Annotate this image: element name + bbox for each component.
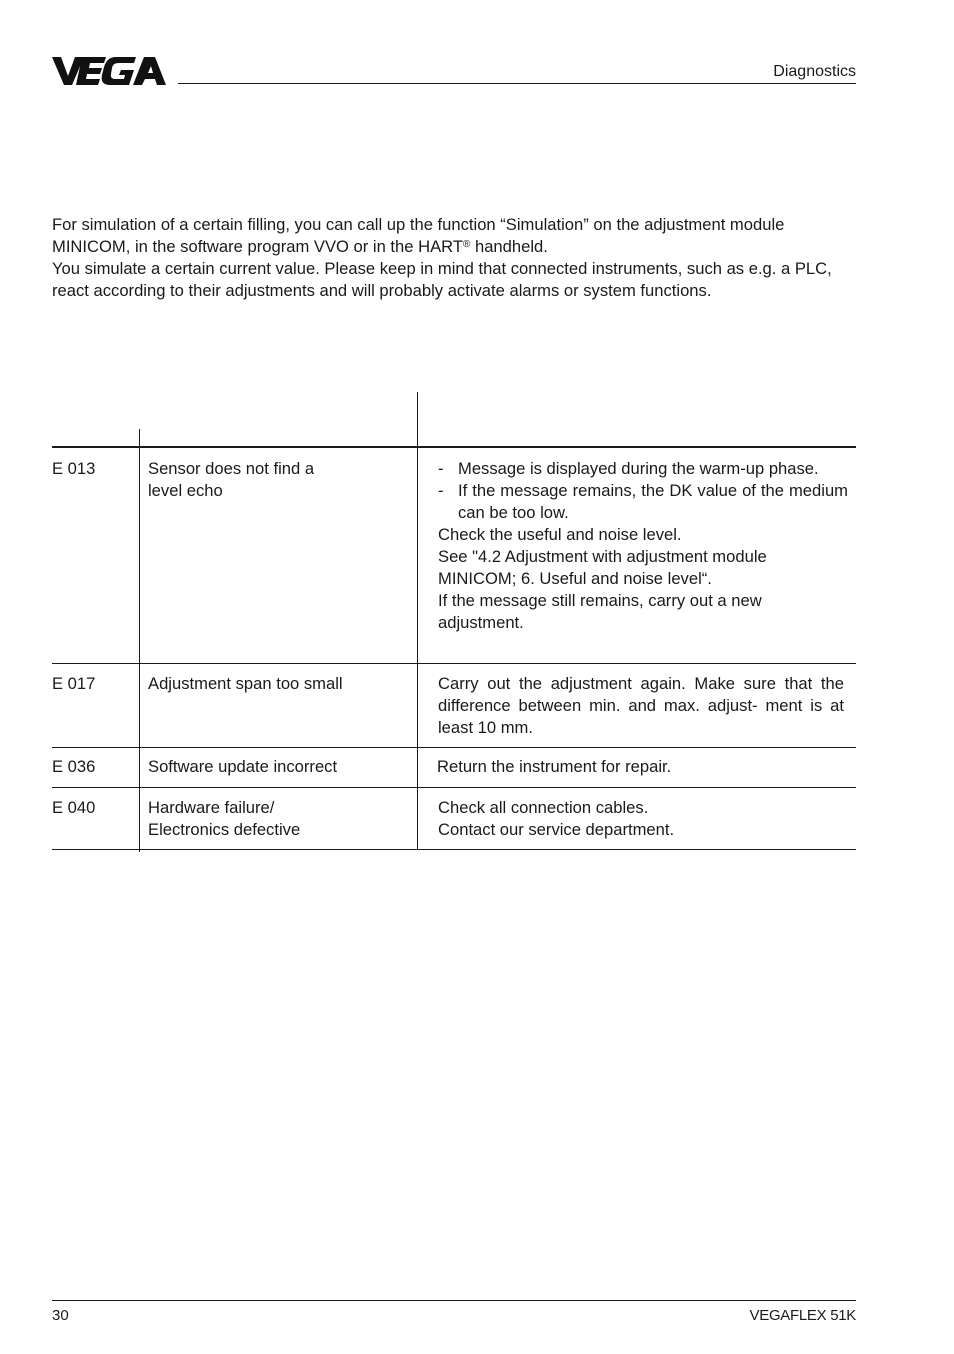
remedy-line: See "4.2 Adjustment with adjustment module MINICOM; 6. Useful and noise level“. — [438, 547, 767, 588]
error-code: E 036 — [52, 757, 96, 776]
error-message: Sensor does not find a level echo — [148, 459, 315, 500]
remedy-bullet: - Message is displayed during the warm-up phase. — [438, 458, 848, 480]
error-remedy: Return the instrument for repair. — [437, 757, 672, 776]
row-divider — [52, 787, 856, 788]
error-message: Software update incorrect — [148, 757, 338, 776]
intro-paragraph-2: You simulate a certain current value. Please keep in mind that connected instruments, such as e.g. a PLC, react according to their adjustments and will probably activate alarms or system functions. — [52, 259, 832, 300]
column-divider — [139, 429, 140, 852]
remedy-line: If the message still remains, carry out a new adjustment. — [438, 591, 762, 632]
error-message: Adjustment span too small — [148, 674, 343, 693]
table-header-rule — [52, 446, 856, 448]
remedy-line: Check the useful and noise level. — [438, 525, 682, 544]
error-code: E 040 — [52, 798, 96, 817]
error-remedy: Check all connection cables. Contact our service department. — [438, 798, 675, 839]
table-bottom-rule — [52, 849, 856, 850]
error-code: E 017 — [52, 674, 96, 693]
vega-logo — [52, 56, 166, 86]
header-rule — [178, 83, 856, 84]
section-title: Diagnostics — [773, 63, 856, 80]
error-remedy — [438, 458, 848, 634]
row-divider — [52, 663, 856, 664]
intro-paragraph-1: For simulation of a certain filling, you can call up the function “Simulation” on the adjustment module MINICOM, in the software program VVO or in the HART® handheld. — [52, 215, 785, 256]
remedy-bullet: - If the message remains, the DK value of the medium can be too low. — [438, 480, 848, 524]
row-divider — [52, 747, 856, 748]
error-table — [52, 392, 856, 852]
page-number: 30 — [52, 1307, 69, 1324]
error-remedy: Carry out the adjustment again. Make sure that the difference between min. and max. adjust- ment is at least 10 mm. — [438, 674, 844, 737]
error-code: E 013 — [52, 459, 96, 478]
footer-rule — [52, 1300, 856, 1301]
error-message: Hardware failure/ Electronics defective — [148, 798, 301, 839]
intro-text — [52, 214, 860, 302]
product-name: VEGAFLEX 51K — [749, 1307, 856, 1324]
